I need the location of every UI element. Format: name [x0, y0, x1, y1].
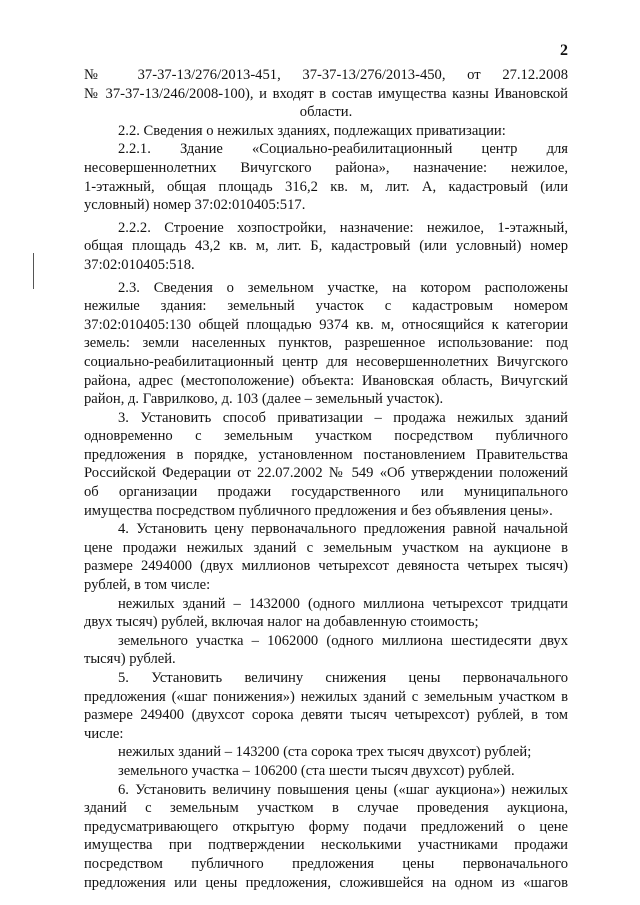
text-line: 2.2.2. Строение хозпостройки, назначение: нежилое, 1-этажный,	[118, 219, 568, 236]
text-line: 37:02:010405:130 общей площадью 9374 кв. м, относящийся к категории	[84, 316, 568, 333]
text-line: размере 2494000 (двух миллионов четырехсот девяноста четырех тысяч)	[84, 558, 568, 575]
text-line: 6. Установить величину повышения цены («шаг аукциона») нежилых	[118, 781, 568, 798]
text-line: 5. Установить величину снижения цены первоначального	[118, 670, 568, 686]
text-line: № 37-37-13/246/2008-100), и входят в состав имущества казны Ивановской	[84, 85, 568, 102]
text-line: нежилых зданий – 143200 (ста сорока трех тысяч двухсот) рублей;	[118, 744, 532, 761]
text-line: общая площадь 43,2 кв. м, лит. Б, кадастровый (или условный) номер	[84, 238, 568, 255]
margin-mark	[33, 253, 34, 289]
text-line: об организации продажи государственного или муниципального	[84, 484, 568, 501]
text-line: нежилые здания: земельный участок с кадастровым номером	[84, 298, 568, 315]
text-line: предложения в порядке, установленном постановлением Правительства	[84, 446, 568, 463]
text-line: тысяч) рублей.	[84, 651, 176, 668]
section-heading: 2.2. Сведения о нежилых зданиях, подлежащих приватизации:	[118, 122, 506, 139]
text-line: земельного участка – 106200 (ста шести тысяч двухсот) рублей.	[118, 762, 515, 779]
text-line: числе:	[84, 725, 124, 742]
text-line: нежилых зданий – 1432000 (одного миллиона четырехсот тридцати	[118, 595, 568, 612]
text-line: 4. Установить цену первоначального предложения равной начальной	[118, 521, 568, 538]
text-line: предложения или цены предложения, сложившейся на одном из «шагов	[84, 874, 568, 891]
text-line: имущества посредством публичного предложения и без объявления цены».	[84, 502, 553, 519]
document-body	[84, 66, 568, 892]
text-line: Российской Федерации от 22.07.2002 № 549 «Об утверждении положений	[84, 465, 568, 482]
text-line: 2.2.1. Здание «Социально-реабилитационный центр для	[118, 141, 568, 158]
text-line: зданий с земельным участком в случае проведения аукциона,	[84, 800, 568, 817]
text-line: цене продажи нежилых зданий с земельным участком на аукционе в	[84, 539, 568, 556]
text-line: имущества при подтверждении несколькими участниками продажи	[84, 837, 568, 854]
text-line: предложения («шаг понижения») нежилых зданий с земельным участком в	[84, 688, 568, 705]
text-line: 1-этажный, общая площадь 316,2 кв. м, лит. А, кадастровый (или	[84, 178, 568, 195]
text-line: социально-реабилитационный центр для несовершеннолетних Вичугского	[84, 353, 568, 370]
text-line: 3. Установить способ приватизации – продажа нежилых зданий	[118, 409, 568, 426]
text-line: одновременно с земельным участком посредством публичного	[84, 428, 568, 445]
page-number: 2	[560, 42, 568, 59]
text-line: 37:02:010405:518.	[84, 256, 195, 273]
text-line: № 37-37-13/276/2013-451, 37-37-13/276/2013-450, от 27.12.2008	[84, 67, 568, 83]
text-line: области.	[299, 104, 353, 121]
text-line: несовершеннолетних Вичугского района», назначение: нежилое,	[84, 159, 568, 176]
text-line: район, д. Гаврилково, д. 103 (далее – земельный участок).	[84, 391, 444, 408]
text-line: 2.3. Сведения о земельном участке, на котором расположены	[118, 279, 568, 296]
text-line: района, адрес (местоположение) объекта: Ивановская область, Вичугский	[84, 372, 568, 389]
text-line: земельного участка – 1062000 (одного миллиона шестидесяти двух	[118, 632, 568, 649]
text-line: условный) номер 37:02:010405:517.	[84, 197, 306, 214]
text-line: земель: земли населенных пунктов, разрешенное использование: под	[84, 335, 568, 352]
text-line: посредством публичного предложения цены первоначального	[84, 855, 568, 872]
text-line: предусматривающего открытую форму подачи предложений о цене	[84, 818, 568, 835]
text-line: двух тысяч) рублей, включая налог на добавленную стоимость;	[84, 614, 479, 631]
text-line: рублей, в том числе:	[84, 577, 211, 594]
text-line: размере 249400 (двухсот сорока девяти тысяч четырехсот) рублей, в том	[84, 707, 568, 724]
